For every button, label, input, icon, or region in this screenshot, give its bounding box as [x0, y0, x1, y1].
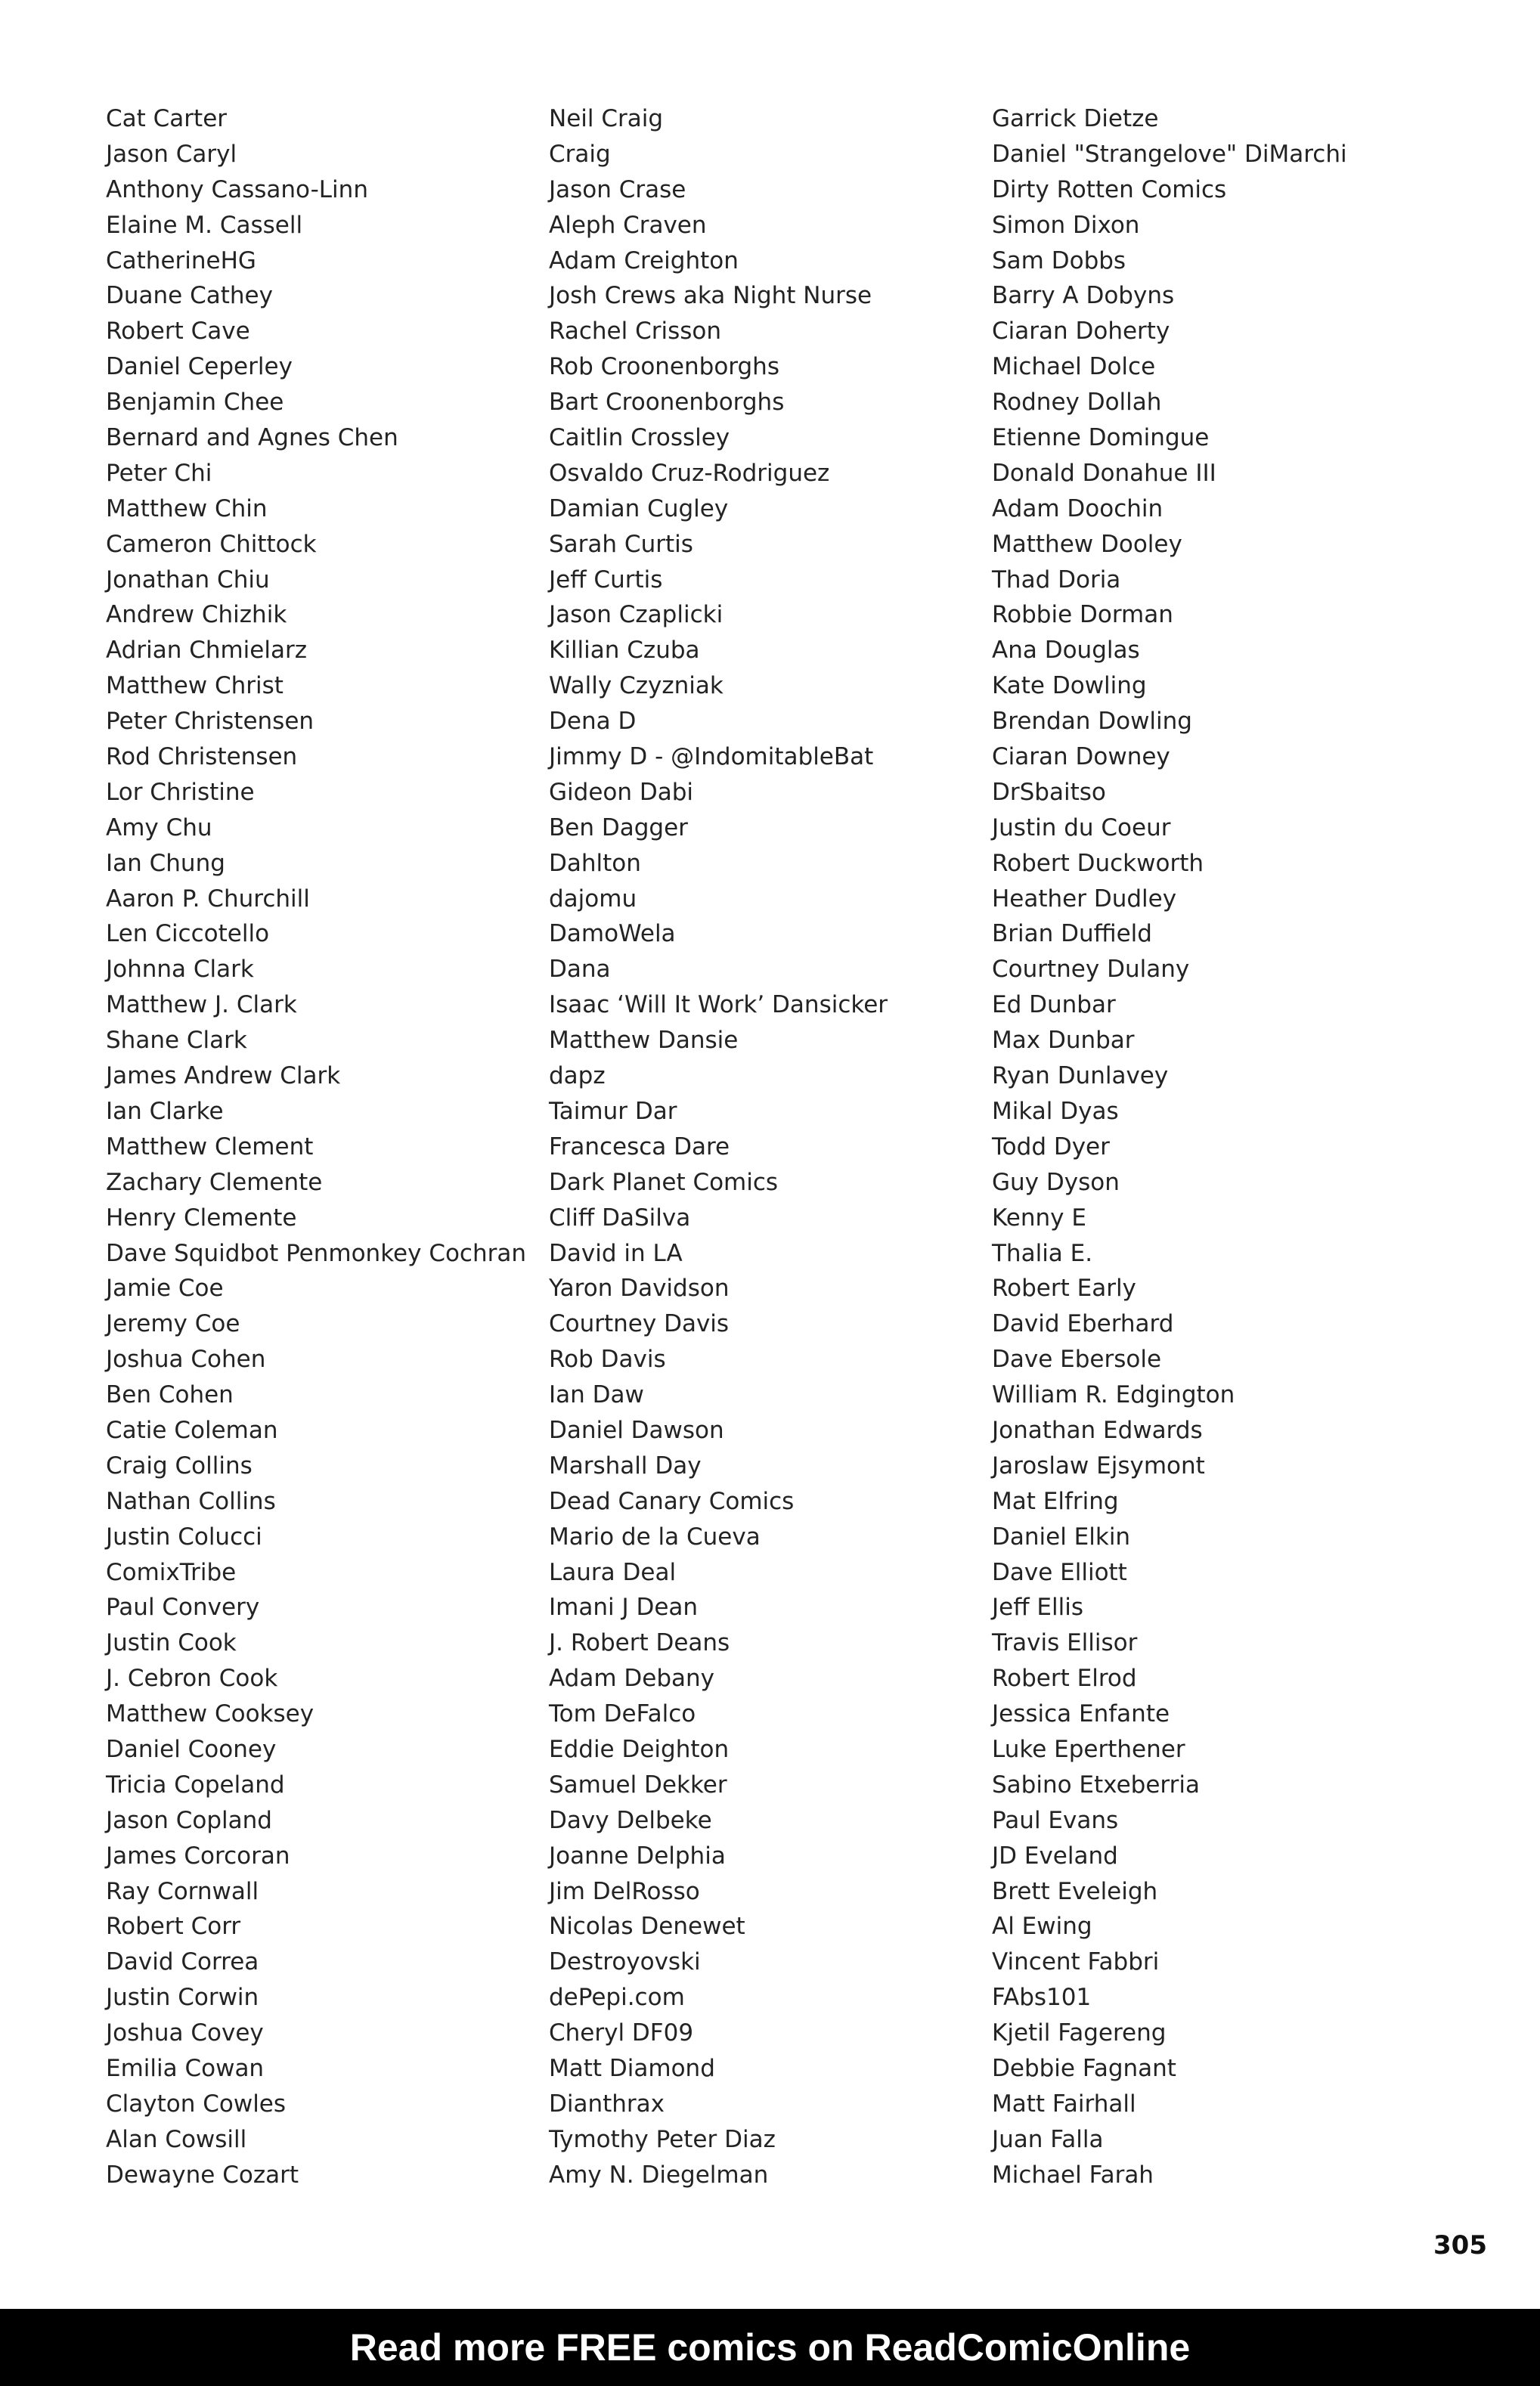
backer-name: Jason Caryl — [106, 140, 237, 168]
backer-name: J. Robert Deans — [549, 1629, 730, 1657]
backer-name: Rod Christensen — [106, 743, 298, 771]
backer-name: Robert Corr — [106, 1913, 241, 1941]
backer-name: Heather Dudley — [992, 885, 1177, 913]
backer-name: Alan Cowsill — [106, 2125, 247, 2153]
backer-name: Matthew Christ — [106, 672, 284, 700]
backer-name: Wally Czyzniak — [549, 672, 724, 700]
backer-name: Dena D — [549, 708, 637, 736]
backer-name: Daniel Ceperley — [106, 353, 293, 381]
backer-name: David Correa — [106, 1948, 259, 1976]
backer-name: Brendan Dowling — [992, 708, 1192, 736]
backer-name: Ed Dunbar — [992, 991, 1116, 1019]
backer-name: David in LA — [549, 1239, 683, 1267]
backer-name: Peter Christensen — [106, 708, 315, 736]
backer-name: Matthew Dansie — [549, 1027, 739, 1055]
backer-name: Michael Farah — [992, 2161, 1154, 2189]
backer-name: Davy Delbeke — [549, 1806, 712, 1834]
backer-name: ComixTribe — [106, 1558, 237, 1586]
backer-name: Robbie Dorman — [992, 601, 1173, 629]
backer-name: Jim DelRosso — [549, 1877, 700, 1905]
backer-name: Craig — [549, 140, 611, 168]
backer-name: Rachel Crisson — [549, 318, 722, 346]
backer-name: Cat Carter — [106, 105, 228, 132]
backer-name: Emilia Cowan — [106, 2054, 265, 2082]
backer-name: Jonathan Chiu — [106, 566, 270, 593]
backer-name: Matthew Cooksey — [106, 1700, 315, 1728]
backer-name: Dave Squidbot Penmonkey Cochran — [106, 1239, 527, 1267]
backer-name: Ben Dagger — [549, 813, 688, 841]
backer-name: Robert Duckworth — [992, 849, 1204, 877]
backer-name: Craig Collins — [106, 1452, 253, 1480]
backer-name: Simon Dixon — [992, 211, 1140, 239]
backer-name: Amy N. Diegelman — [549, 2161, 769, 2189]
backer-name: Mikal Dyas — [992, 1097, 1119, 1125]
backer-name: Catie Coleman — [106, 1416, 278, 1444]
backer-name: DrSbaitso — [992, 778, 1106, 806]
backer-name: Jaroslaw Ejsymont — [992, 1452, 1205, 1480]
backer-name: Jessica Enfante — [992, 1700, 1170, 1728]
backer-name: Donald Donahue III — [992, 459, 1216, 487]
backer-name: Adam Doochin — [992, 494, 1164, 522]
backer-name: Nathan Collins — [106, 1487, 276, 1515]
backer-name: Todd Dyer — [992, 1133, 1110, 1160]
backer-name: Francesca Dare — [549, 1133, 730, 1160]
backer-name: Max Dunbar — [992, 1027, 1135, 1055]
backer-name: Johnna Clark — [106, 956, 254, 984]
backer-name: Robert Cave — [106, 318, 250, 346]
backer-name: DamoWela — [549, 920, 676, 948]
backer-name: Thad Doria — [992, 566, 1121, 593]
backer-name: Rodney Dollah — [992, 389, 1162, 417]
backer-name: Jamie Coe — [106, 1275, 224, 1303]
backer-name: Adam Debany — [549, 1665, 714, 1693]
backer-name: Robert Early — [992, 1275, 1136, 1303]
backer-name: Ciaran Downey — [992, 743, 1170, 771]
backer-name: Yaron Davidson — [549, 1275, 730, 1303]
backer-name: Dana — [549, 956, 611, 984]
backer-name: Paul Convery — [106, 1594, 260, 1622]
backer-name: Ian Daw — [549, 1381, 644, 1409]
backer-name: James Corcoran — [106, 1842, 290, 1870]
backer-name: Justin du Coeur — [992, 813, 1171, 841]
backer-name: Taimur Dar — [549, 1097, 677, 1125]
backer-name: Sarah Curtis — [549, 530, 693, 558]
backer-name: Brian Duffield — [992, 920, 1152, 948]
page-number: 305 — [1433, 2230, 1487, 2261]
backer-name: Joshua Covey — [106, 2019, 264, 2047]
backer-name: Gideon Dabi — [549, 778, 694, 806]
backer-name: Samuel Dekker — [549, 1771, 727, 1799]
backer-name: David Eberhard — [992, 1310, 1174, 1338]
backer-name: J. Cebron Cook — [106, 1665, 278, 1693]
backer-name: Luke Eperthener — [992, 1735, 1185, 1763]
backer-name: Peter Chi — [106, 459, 212, 487]
backer-name: William R. Edgington — [992, 1381, 1235, 1409]
backer-name: Shane Clark — [106, 1027, 247, 1055]
backer-name: Amy Chu — [106, 813, 212, 841]
backer-name: Elaine M. Cassell — [106, 211, 303, 239]
backer-name: Mario de la Cueva — [549, 1523, 761, 1551]
backer-name: Zachary Clemente — [106, 1168, 323, 1196]
backer-name: Travis Ellisor — [992, 1629, 1138, 1657]
footer-banner[interactable] — [0, 2309, 1540, 2386]
backer-name: Osvaldo Cruz-Rodriguez — [549, 459, 830, 487]
backer-name: Bart Croonenborghs — [549, 389, 785, 417]
backer-name: Guy Dyson — [992, 1168, 1120, 1196]
backer-name: Daniel "Strangelove" DiMarchi — [992, 140, 1347, 168]
backer-name: Kjetil Fagereng — [992, 2019, 1167, 2047]
backer-name: Lor Christine — [106, 778, 255, 806]
backer-name: Aaron P. Churchill — [106, 885, 310, 913]
backer-name: Dirty Rotten Comics — [992, 175, 1227, 203]
backer-name: Al Ewing — [992, 1913, 1092, 1941]
backer-name: Garrick Dietze — [992, 105, 1159, 132]
names-column-2 — [549, 101, 972, 2193]
backer-name: Laura Deal — [549, 1558, 677, 1586]
backer-name: Robert Elrod — [992, 1665, 1137, 1693]
backer-name: Caitlin Crossley — [549, 424, 730, 452]
backer-name: Ian Clarke — [106, 1097, 224, 1125]
backer-name: Jeff Curtis — [549, 566, 663, 593]
names-column-3 — [992, 101, 1415, 2193]
backer-name: Cliff DaSilva — [549, 1204, 691, 1232]
backer-name: Jeff Ellis — [992, 1594, 1084, 1622]
backer-name: Dark Planet Comics — [549, 1168, 779, 1196]
backer-name: Eddie Deighton — [549, 1735, 730, 1763]
backer-name: Matt Fairhall — [992, 2090, 1136, 2118]
backer-name: James Andrew Clark — [106, 1062, 341, 1090]
backer-name: JD Eveland — [992, 1842, 1118, 1870]
backer-name: Ben Cohen — [106, 1381, 234, 1409]
backer-name: Joshua Cohen — [106, 1346, 266, 1374]
backer-name: Michael Dolce — [992, 353, 1156, 381]
backer-name: Jonathan Edwards — [992, 1416, 1203, 1444]
backer-name: Debbie Fagnant — [992, 2054, 1176, 2082]
backer-name: dapz — [549, 1062, 606, 1090]
backer-name: Aleph Craven — [549, 211, 707, 239]
backer-name: Adam Creighton — [549, 246, 739, 274]
backer-name: Vincent Fabbri — [992, 1948, 1160, 1976]
backer-name: Tricia Copeland — [106, 1771, 285, 1799]
backer-name: Adrian Chmielarz — [106, 637, 307, 665]
backer-name: Thalia E. — [992, 1239, 1093, 1267]
backer-name: Mat Elfring — [992, 1487, 1119, 1515]
backer-name: Neil Craig — [549, 105, 664, 132]
backer-name: Joanne Delphia — [549, 1842, 726, 1870]
backer-name: Ryan Dunlavey — [992, 1062, 1169, 1090]
backer-name: Cameron Chittock — [106, 530, 317, 558]
backer-name: Anthony Cassano-Linn — [106, 175, 368, 203]
backer-name: FAbs101 — [992, 1984, 1092, 2012]
backer-name: Jason Crase — [549, 175, 686, 203]
backer-name: Justin Colucci — [106, 1523, 262, 1551]
backer-name: Rob Croonenborghs — [549, 353, 779, 381]
backer-name: Sabino Etxeberria — [992, 1771, 1200, 1799]
backer-name: Nicolas Denewet — [549, 1913, 745, 1941]
backer-name: Dave Ebersole — [992, 1346, 1162, 1374]
backer-name: Duane Cathey — [106, 282, 273, 310]
backer-name: Destroyovski — [549, 1948, 701, 1976]
backer-name: Jason Czaplicki — [549, 601, 724, 629]
backer-name: CatherineHG — [106, 246, 256, 274]
names-column-1 — [106, 101, 529, 2193]
backer-name: Dewayne Cozart — [106, 2161, 299, 2189]
backer-name: dePepi.com — [549, 1984, 685, 2012]
backer-name: Imani J Dean — [549, 1594, 699, 1622]
backer-name: Ana Douglas — [992, 637, 1140, 665]
backer-name: Damian Cugley — [549, 494, 729, 522]
backer-name: Bernard and Agnes Chen — [106, 424, 398, 452]
backer-name: Courtney Dulany — [992, 956, 1190, 984]
backer-name: Rob Davis — [549, 1346, 666, 1374]
backer-name: Killian Czuba — [549, 637, 700, 665]
backer-name: Dianthrax — [549, 2090, 665, 2118]
backer-name: Etienne Domingue — [992, 424, 1210, 452]
backer-name: Paul Evans — [992, 1806, 1119, 1834]
backer-name: Henry Clemente — [106, 1204, 297, 1232]
backer-name: Dahlton — [549, 849, 641, 877]
backer-name: Juan Falla — [992, 2125, 1104, 2153]
backer-name: Jeremy Coe — [106, 1310, 240, 1338]
backer-name: Cheryl DF09 — [549, 2019, 694, 2047]
backer-name: Josh Crews aka Night Nurse — [549, 282, 872, 310]
backer-name: Kate Dowling — [992, 672, 1147, 700]
backer-name: Matt Diamond — [549, 2054, 715, 2082]
footer-banner-text[interactable]: Read more FREE comics on ReadComicOnline — [349, 2326, 1191, 2369]
backer-name: Kenny E — [992, 1204, 1086, 1232]
backer-name: Tom DeFalco — [549, 1700, 696, 1728]
backer-name: Justin Cook — [106, 1629, 237, 1657]
backer-name: Jimmy D - @IndomitableBat — [549, 743, 874, 771]
backer-name: Marshall Day — [549, 1452, 702, 1480]
backer-name: Jason Copland — [106, 1806, 272, 1834]
backer-name: Justin Corwin — [106, 1984, 259, 2012]
backer-name: Len Ciccotello — [106, 920, 270, 948]
backer-name: Brett Eveleigh — [992, 1877, 1158, 1905]
backer-name: Barry A Dobyns — [992, 282, 1175, 310]
backer-name: Matthew Chin — [106, 494, 268, 522]
backer-name: Andrew Chizhik — [106, 601, 287, 629]
backer-name: Isaac ‘Will It Work’ Dansicker — [549, 991, 888, 1019]
backer-name: Courtney Davis — [549, 1310, 730, 1338]
backer-name: Dave Elliott — [992, 1558, 1127, 1586]
backer-name: Daniel Elkin — [992, 1523, 1131, 1551]
backer-name: Daniel Dawson — [549, 1416, 724, 1444]
backer-name: Clayton Cowles — [106, 2090, 287, 2118]
backer-name: Ray Cornwall — [106, 1877, 259, 1905]
backer-name: Benjamin Chee — [106, 389, 284, 417]
backer-name: Matthew Dooley — [992, 530, 1182, 558]
backer-name: Dead Canary Comics — [549, 1487, 795, 1515]
backer-name: Matthew Clement — [106, 1133, 314, 1160]
backer-name-columns — [106, 101, 1467, 2195]
backer-name: Ian Chung — [106, 849, 225, 877]
backer-name: Ciaran Doherty — [992, 318, 1170, 346]
backer-name: Sam Dobbs — [992, 246, 1126, 274]
backer-name: Matthew J. Clark — [106, 991, 297, 1019]
backer-name: dajomu — [549, 885, 637, 913]
backer-name: Tymothy Peter Diaz — [549, 2125, 776, 2153]
backer-name: Daniel Cooney — [106, 1735, 277, 1763]
